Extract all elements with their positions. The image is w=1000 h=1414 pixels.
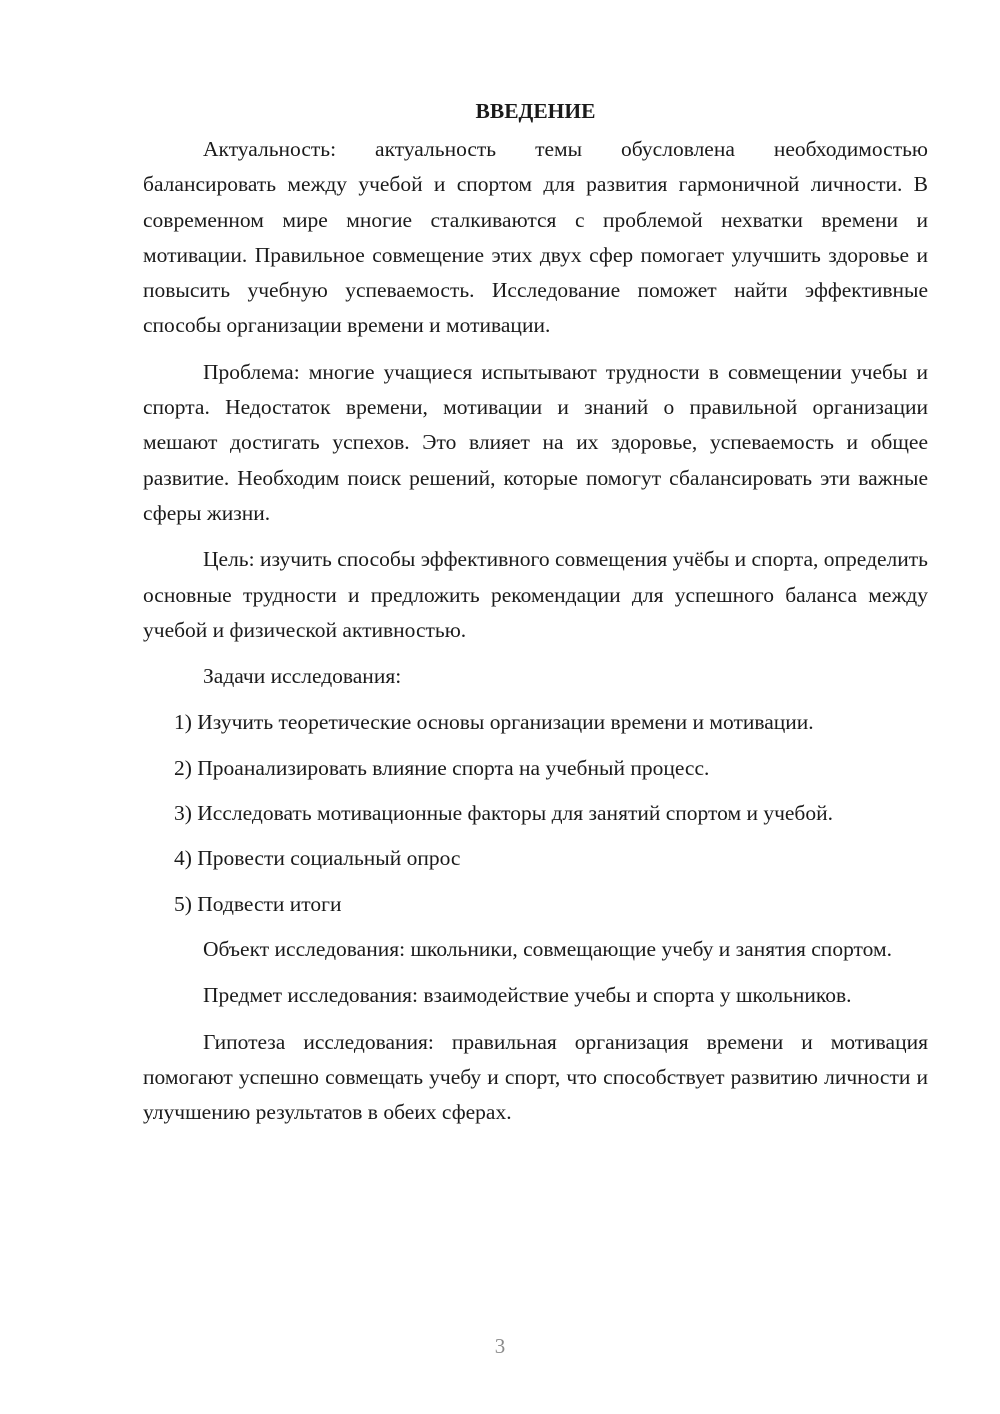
task-item-5: 5) Подвести итоги bbox=[174, 891, 342, 916]
task-item-2: 2) Проанализировать влияние спорта на учебный процесс. bbox=[174, 755, 710, 780]
paragraph-subject: Предмет исследования: взаимодействие учебы и спорта у школьников. bbox=[203, 983, 852, 1008]
page-number: 3 bbox=[494, 1334, 506, 1358]
task-item-1: 1) Изучить теоретические основы организации времени и мотивации. bbox=[174, 710, 814, 735]
paragraph-object: Объект исследования: школьники, совмещающие учебу и занятия спортом. bbox=[203, 936, 892, 961]
page-content bbox=[143, 96, 928, 1141]
paragraph-problem: Проблема: многие учащиеся испытывают трудности в совмещении учебы и спорта. Недостаток времени, мотивации и знаний о правильной организации мешают достигать успехов. Это влияет на их здоровье, успеваемость и общее развитие. Необходим поиск решений, которые помогут сбалансировать эти важные сферы жизни. bbox=[143, 359, 928, 525]
page-title: ВВЕДЕНИЕ bbox=[475, 99, 596, 123]
paragraph-goal: Цель: изучить способы эффективного совмещения учёбы и спорта, определить основные трудности и предложить рекомендации для успешного баланса между учебой и физической активностью. bbox=[143, 547, 928, 642]
task-item-3: 3) Исследовать мотивационные факторы для занятий спортом и учебой. bbox=[174, 801, 833, 826]
paragraph-tasks-heading: Задачи исследования: bbox=[203, 664, 402, 689]
paragraph-hypothesis: Гипотеза исследования: правильная организация времени и мотивация помогают успешно совмещать учебу и спорт, что способствует развитию личности и улучшению результатов в обеих сферах. bbox=[143, 1029, 928, 1125]
task-item-4: 4) Провести социальный опрос bbox=[174, 846, 461, 871]
paragraph-relevance: Актуальность: актуальность темы обусловлена необходимостью балансировать между учебой и спортом для развития гармоничной личности. В современном мире многие сталкиваются с проблемой нехватки времени и мотивации. Правильное совмещение этих двух сфер помогает улучшить здоровье и повысить учебную успеваемость. Исследование поможет найти эффективные способы организации времени и мотивации. bbox=[143, 137, 928, 338]
